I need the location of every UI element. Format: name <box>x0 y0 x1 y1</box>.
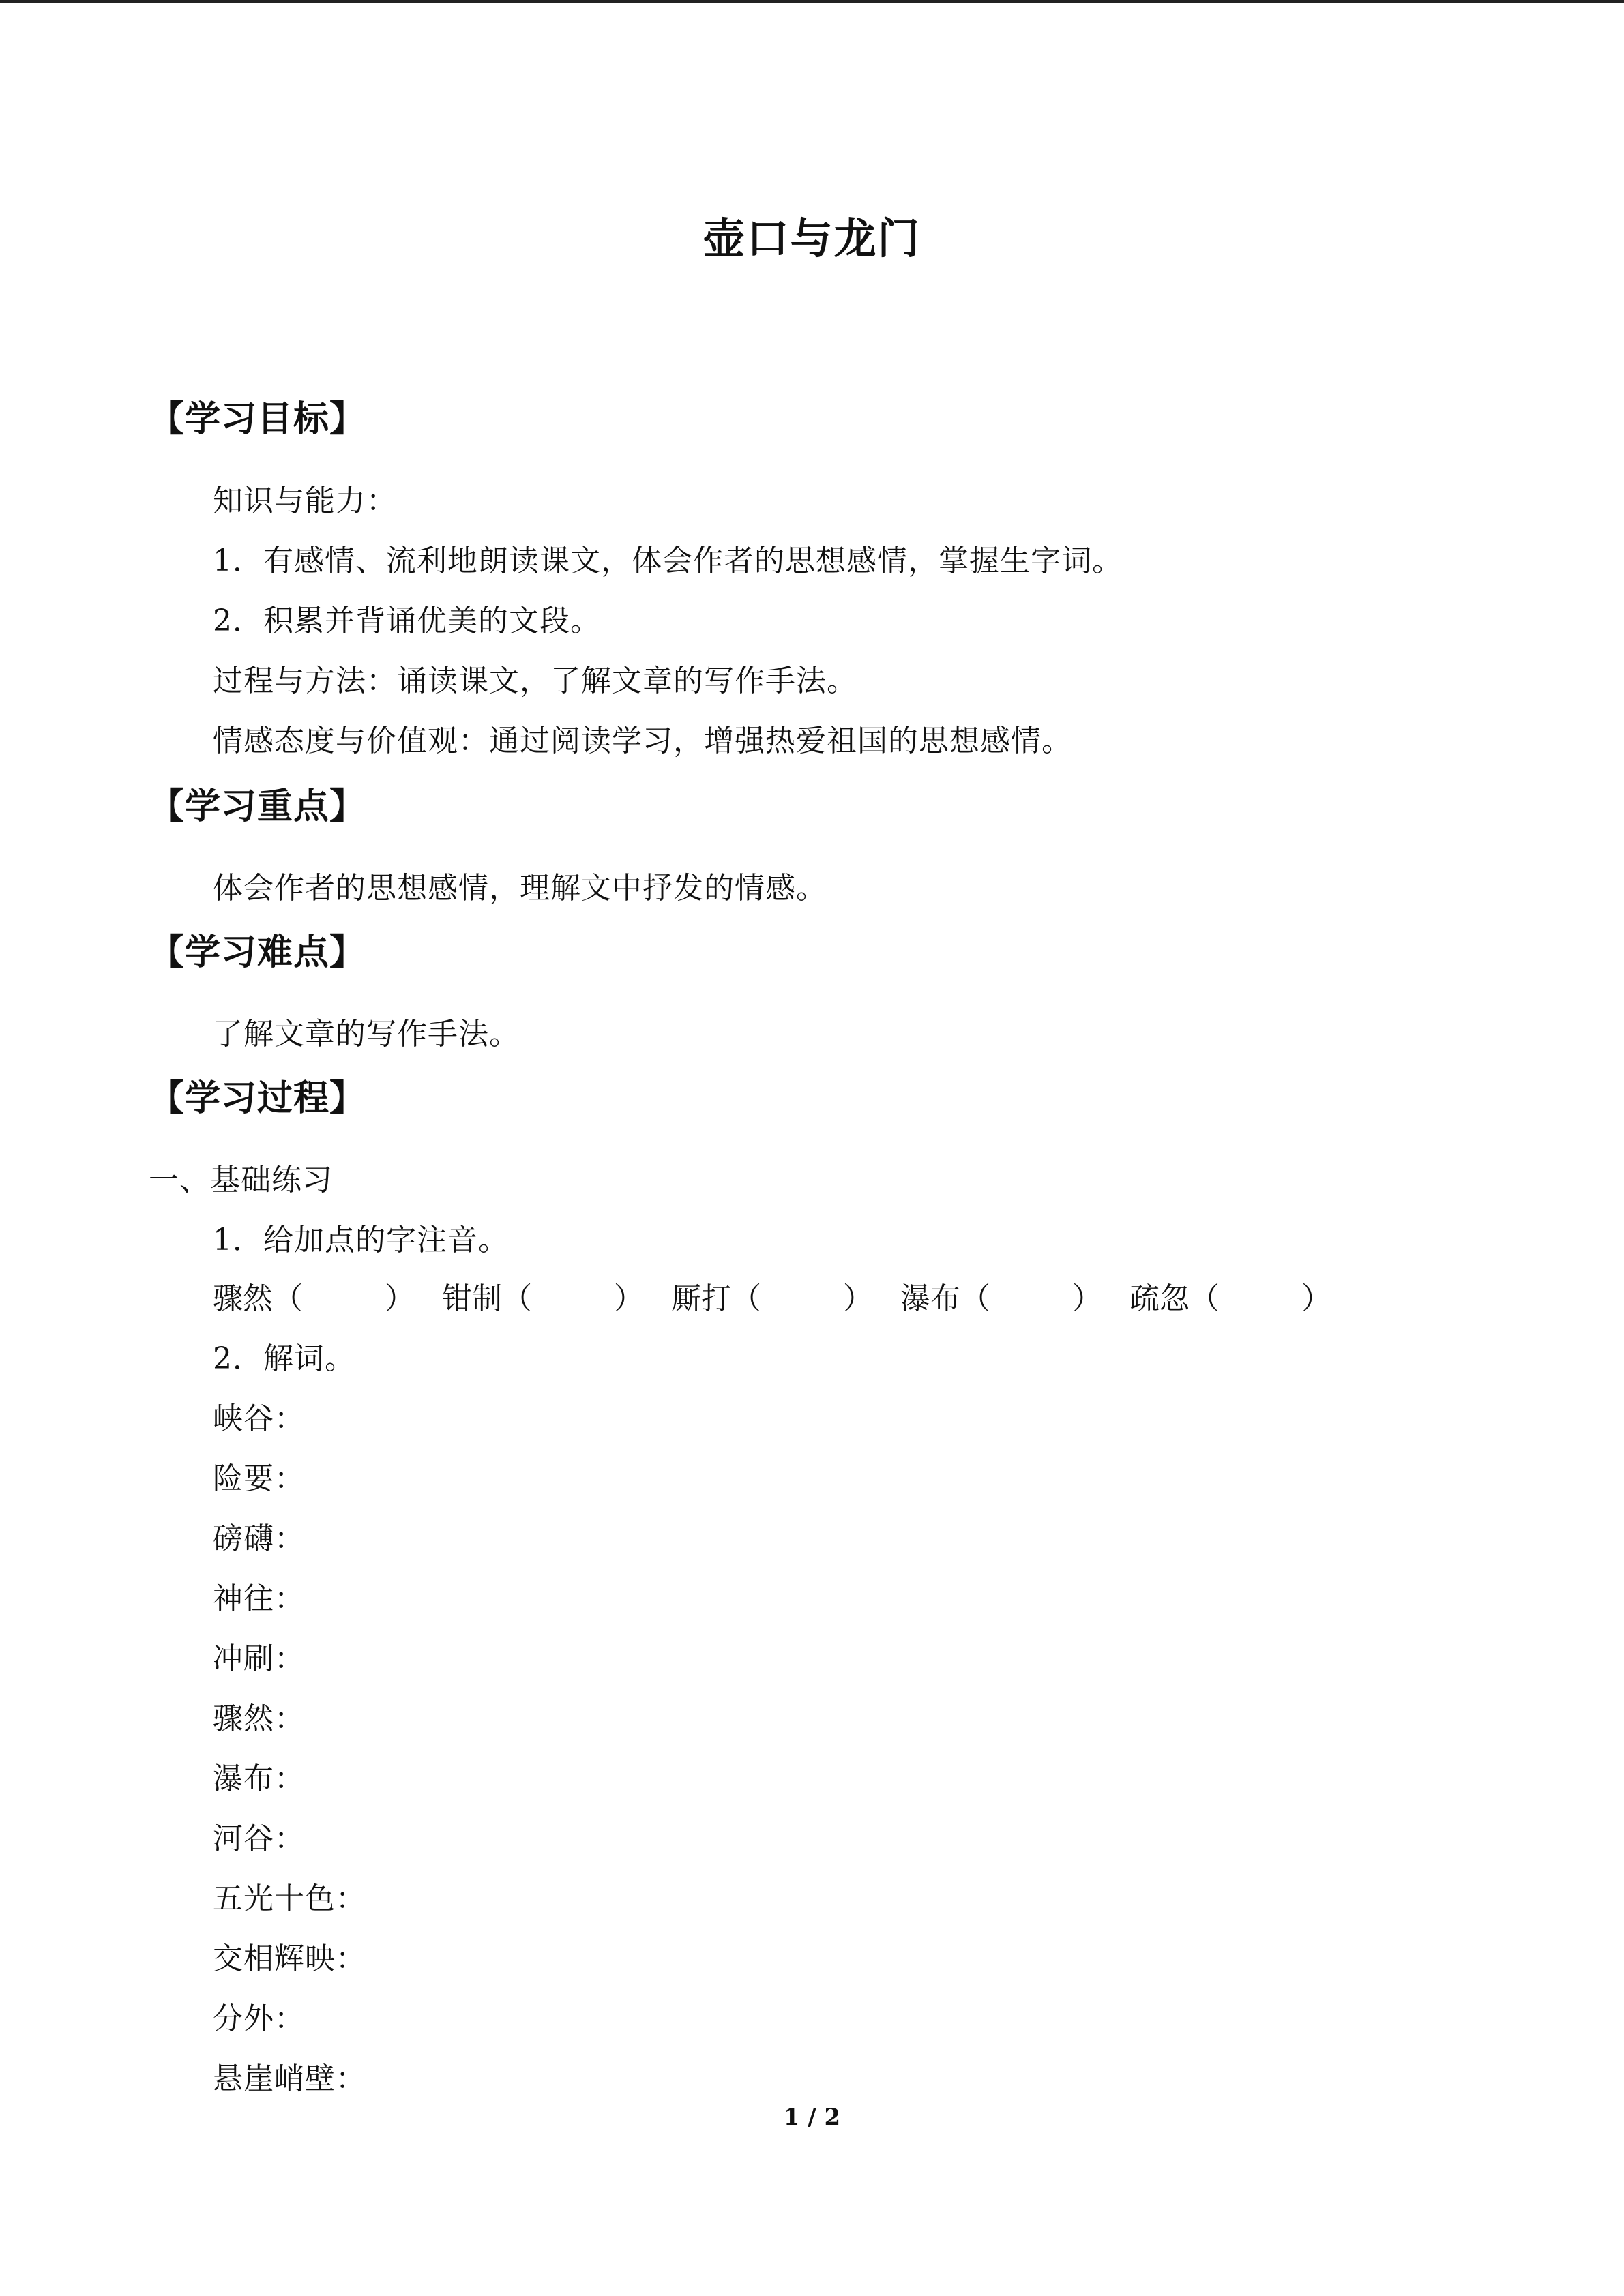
vocab-item: 悬崖峭壁： <box>213 2061 366 2096</box>
heading-learning-goals: 【学习目标】 <box>149 398 366 440</box>
vocab-item: 河谷： <box>213 1821 305 1856</box>
vocab-item: 冲刷： <box>213 1641 305 1676</box>
goal-line: 1．有感情、流利地朗读课文，体会作者的思想感情，掌握生字词。 <box>213 543 1123 578</box>
document-title: 壶口与龙门 <box>703 213 921 263</box>
vocab-item: 骤然： <box>213 1701 305 1736</box>
heading-difficulties: 【学习难点】 <box>149 931 366 973</box>
vocab-item: 交相辉映： <box>213 1941 366 1976</box>
vocab-item: 险要： <box>213 1461 305 1496</box>
difficulty-line: 了解文章的写作手法。 <box>213 1017 520 1052</box>
pinyin-item: 疏忽（ ） <box>1130 1281 1331 1316</box>
question-pinyin: 1．给加点的字注音。 <box>213 1223 509 1257</box>
goal-line: 过程与方法：诵读课文，了解文章的写作手法。 <box>213 664 857 698</box>
goal-line: 知识与能力： <box>213 483 397 518</box>
page-number: 1 / 2 <box>783 2104 841 2131</box>
vocab-item: 峡谷： <box>213 1401 305 1436</box>
vocab-item: 五光十色： <box>213 1881 366 1916</box>
heading-learning-process: 【学习过程】 <box>149 1077 366 1119</box>
pinyin-item: 厮打（ ） <box>671 1281 873 1316</box>
pinyin-item: 钳制（ ） <box>442 1281 644 1316</box>
question-define-words: 2．解词。 <box>213 1341 355 1376</box>
pinyin-item: 瀑布（ ） <box>900 1281 1102 1316</box>
vocab-item: 瀑布： <box>213 1761 305 1796</box>
heading-key-points: 【学习重点】 <box>149 786 366 827</box>
vocab-item: 磅礴： <box>213 1521 305 1556</box>
goal-line: 情感态度与价值观：通过阅读学习，增强热爱祖国的思想感情。 <box>213 724 1072 758</box>
page-top-border <box>0 0 1624 3</box>
vocab-item: 分外： <box>213 2001 305 2036</box>
key-point-line: 体会作者的思想感情，理解文中抒发的情感。 <box>213 871 827 906</box>
pinyin-item: 骤然（ ） <box>213 1281 415 1316</box>
vocab-item: 神往： <box>213 1581 305 1616</box>
goal-line: 2．积累并背诵优美的文段。 <box>213 603 601 638</box>
part-title-basic-practice: 一、基础练习 <box>149 1163 333 1197</box>
